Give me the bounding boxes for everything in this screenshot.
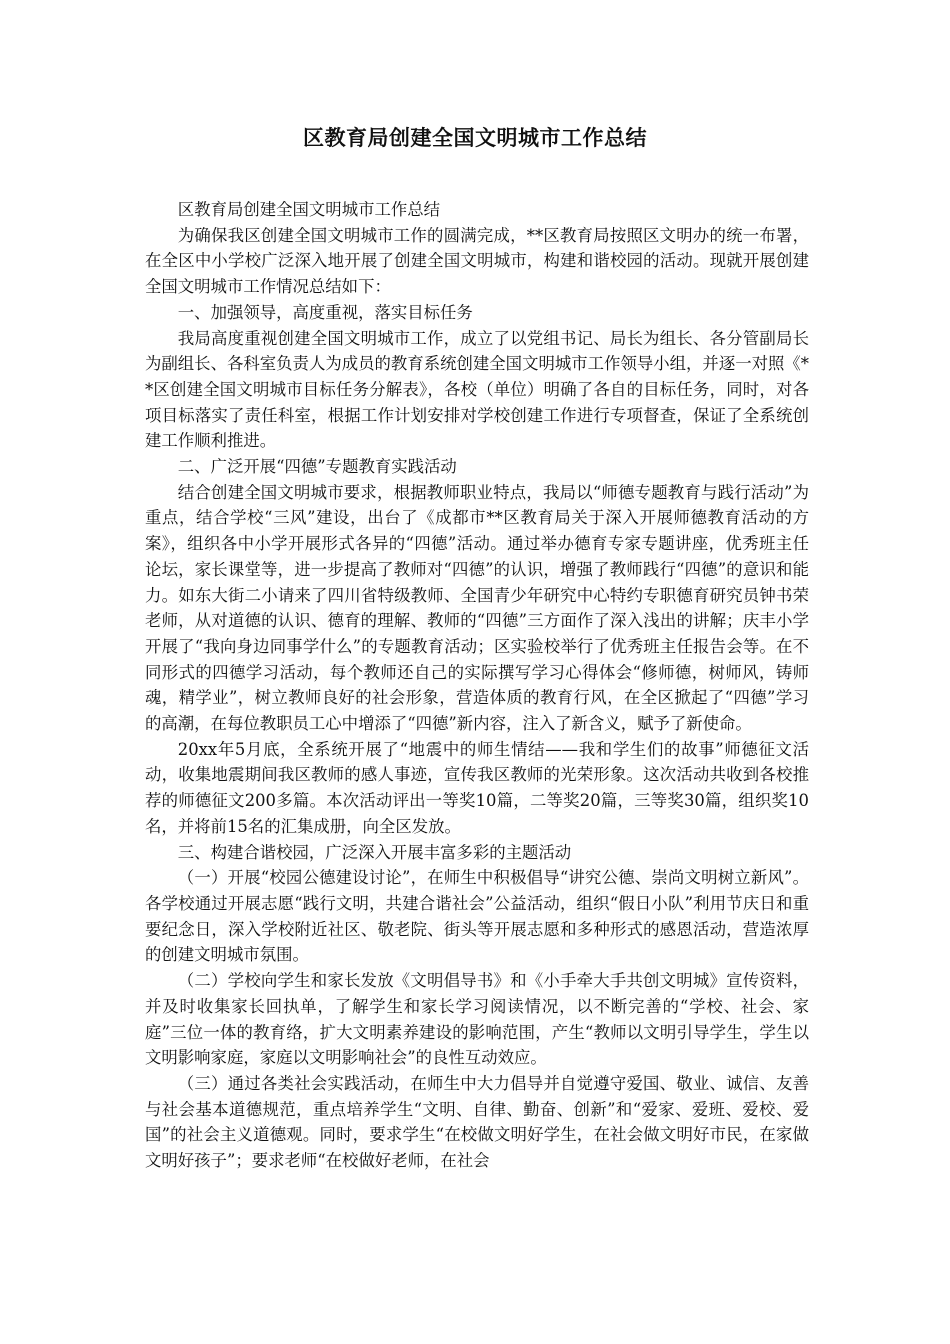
paragraph: （一）开展“校园公德建设讨论”，在师生中积极倡导“讲究公德、崇尚文明树立新风”。各学校通过开展志愿“践行文明，共建合谐社会”公益活动，组织“假日小队”利用节庆日和重要纪念日，深入学校附近社区、敬老院、街头等开展志愿和多种形式的感恩活动，营造浓厚的创建文明城市氛围。	[145, 868, 809, 965]
paragraph: 20xx年5月底，全系统开展了“地震中的师生情结——我和学生们的故事”师德征文活动，收集地震期间我区教师的感人事迹，宣传我区教师的光荣形象。这次活动共收到各校推荐的师德征文200多篇。本次活动评出一等奖10篇，二等奖20篇，三等奖30篇，组织奖10名，并将前15名的汇集成册，向全区发放。	[145, 739, 809, 836]
paragraph-intro: 为确保我区创建全国文明城市工作的圆满完成，**区教育局按照区文明办的统一布署，在全区中小学校广泛深入地开展了创建全国文明城市，构建和谐校园的活动。现就开展创建全国文明城市工作情况总结如下：	[145, 225, 809, 297]
section-heading-1: 一、加强领导，高度重视，落实目标任务	[177, 302, 473, 322]
paragraph: 结合创建全国文明城市要求，根据教师职业特点，我局以“师德专题教育与践行活动”为重点，结合学校“三风”建设，出台了《成都市**区教育局关于深入开展师德教育活动的方案》，组织各中小学开展形式各异的“四德”活动。通过举办德育专家专题讲座，优秀班主任论坛，家长课堂等，进一步提高了教师对“四德”的认识，增强了教师践行“四德”的意识和能力。如东大街二小请来了四川省特级教师、全国青少年研究中心特约专职德育研究员钟书荣老师，从对道德的认识、德育的理解、教师的“四德”三方面作了深入浅出的讲解；庆丰小学开展了“我向身边同事学什么”的专题教育活动；区实验校举行了优秀班主任报告会等。在不同形式的四德学习活动，每个教师还自己的实际撰写学习心得体会“修师德，树师风，铸师魂，精学业”，树立教师良好的社会形象，营造体质的教育行风，在全区掀起了“四德”学习的高潮，在每位教职员工心中增添了“四德”新内容，注入了新含义，赋予了新使命。	[145, 482, 809, 734]
paragraph: 我局高度重视创建全国文明城市工作，成立了以党组书记、局长为组长、各分管副局长为副组长、各科室负责人为成员的教育系统创建全国文明城市工作领导小组，并逐一对照《**区创建全国文明城市目标任务分解表》，各校（单位）明确了各自的目标任务，同时，对各项目标落实了责任科室，根据工作计划安排对学校创建工作进行专项督查，保证了全系统创建工作顺利推进。	[145, 328, 809, 451]
paragraph: （二）学校向学生和家长发放《文明倡导书》和《小手牵大手共创文明城》宣传资料，并及时收集家长回执单，了解学生和家长学习阅读情况，以不断完善的“学校、社会、家庭”三位一体的教育络，扩大文明素养建设的影响范围，产生“教师以文明引导学生，学生以文明影响家庭，家庭以文明影响社会”的良性互动效应。	[145, 971, 809, 1068]
document-body	[145, 197, 809, 1174]
document-title: 区教育局创建全国文明城市工作总结	[303, 126, 647, 150]
section-heading-3: 三、构建合谐校园，广泛深入开展丰富多彩的主题活动	[177, 842, 572, 862]
paragraph: （三）通过各类社会实践活动，在师生中大力倡导并自觉遵守爱国、敬业、诚信、友善与社会基本道德规范，重点培养学生“文明、自律、勤奋、创新”和“爱家、爱班、爱校、爱国”的社会主义道德观。同时，要求学生“在校做文明好学生，在社会做文明好市民，在家做文明好孩子”；要求老师“在校做好老师，在社会	[145, 1073, 809, 1171]
paragraph-subtitle: 区教育局创建全国文明城市工作总结	[177, 200, 441, 219]
section-heading-2: 二、广泛开展“四德”专题教育实践活动	[177, 457, 457, 477]
